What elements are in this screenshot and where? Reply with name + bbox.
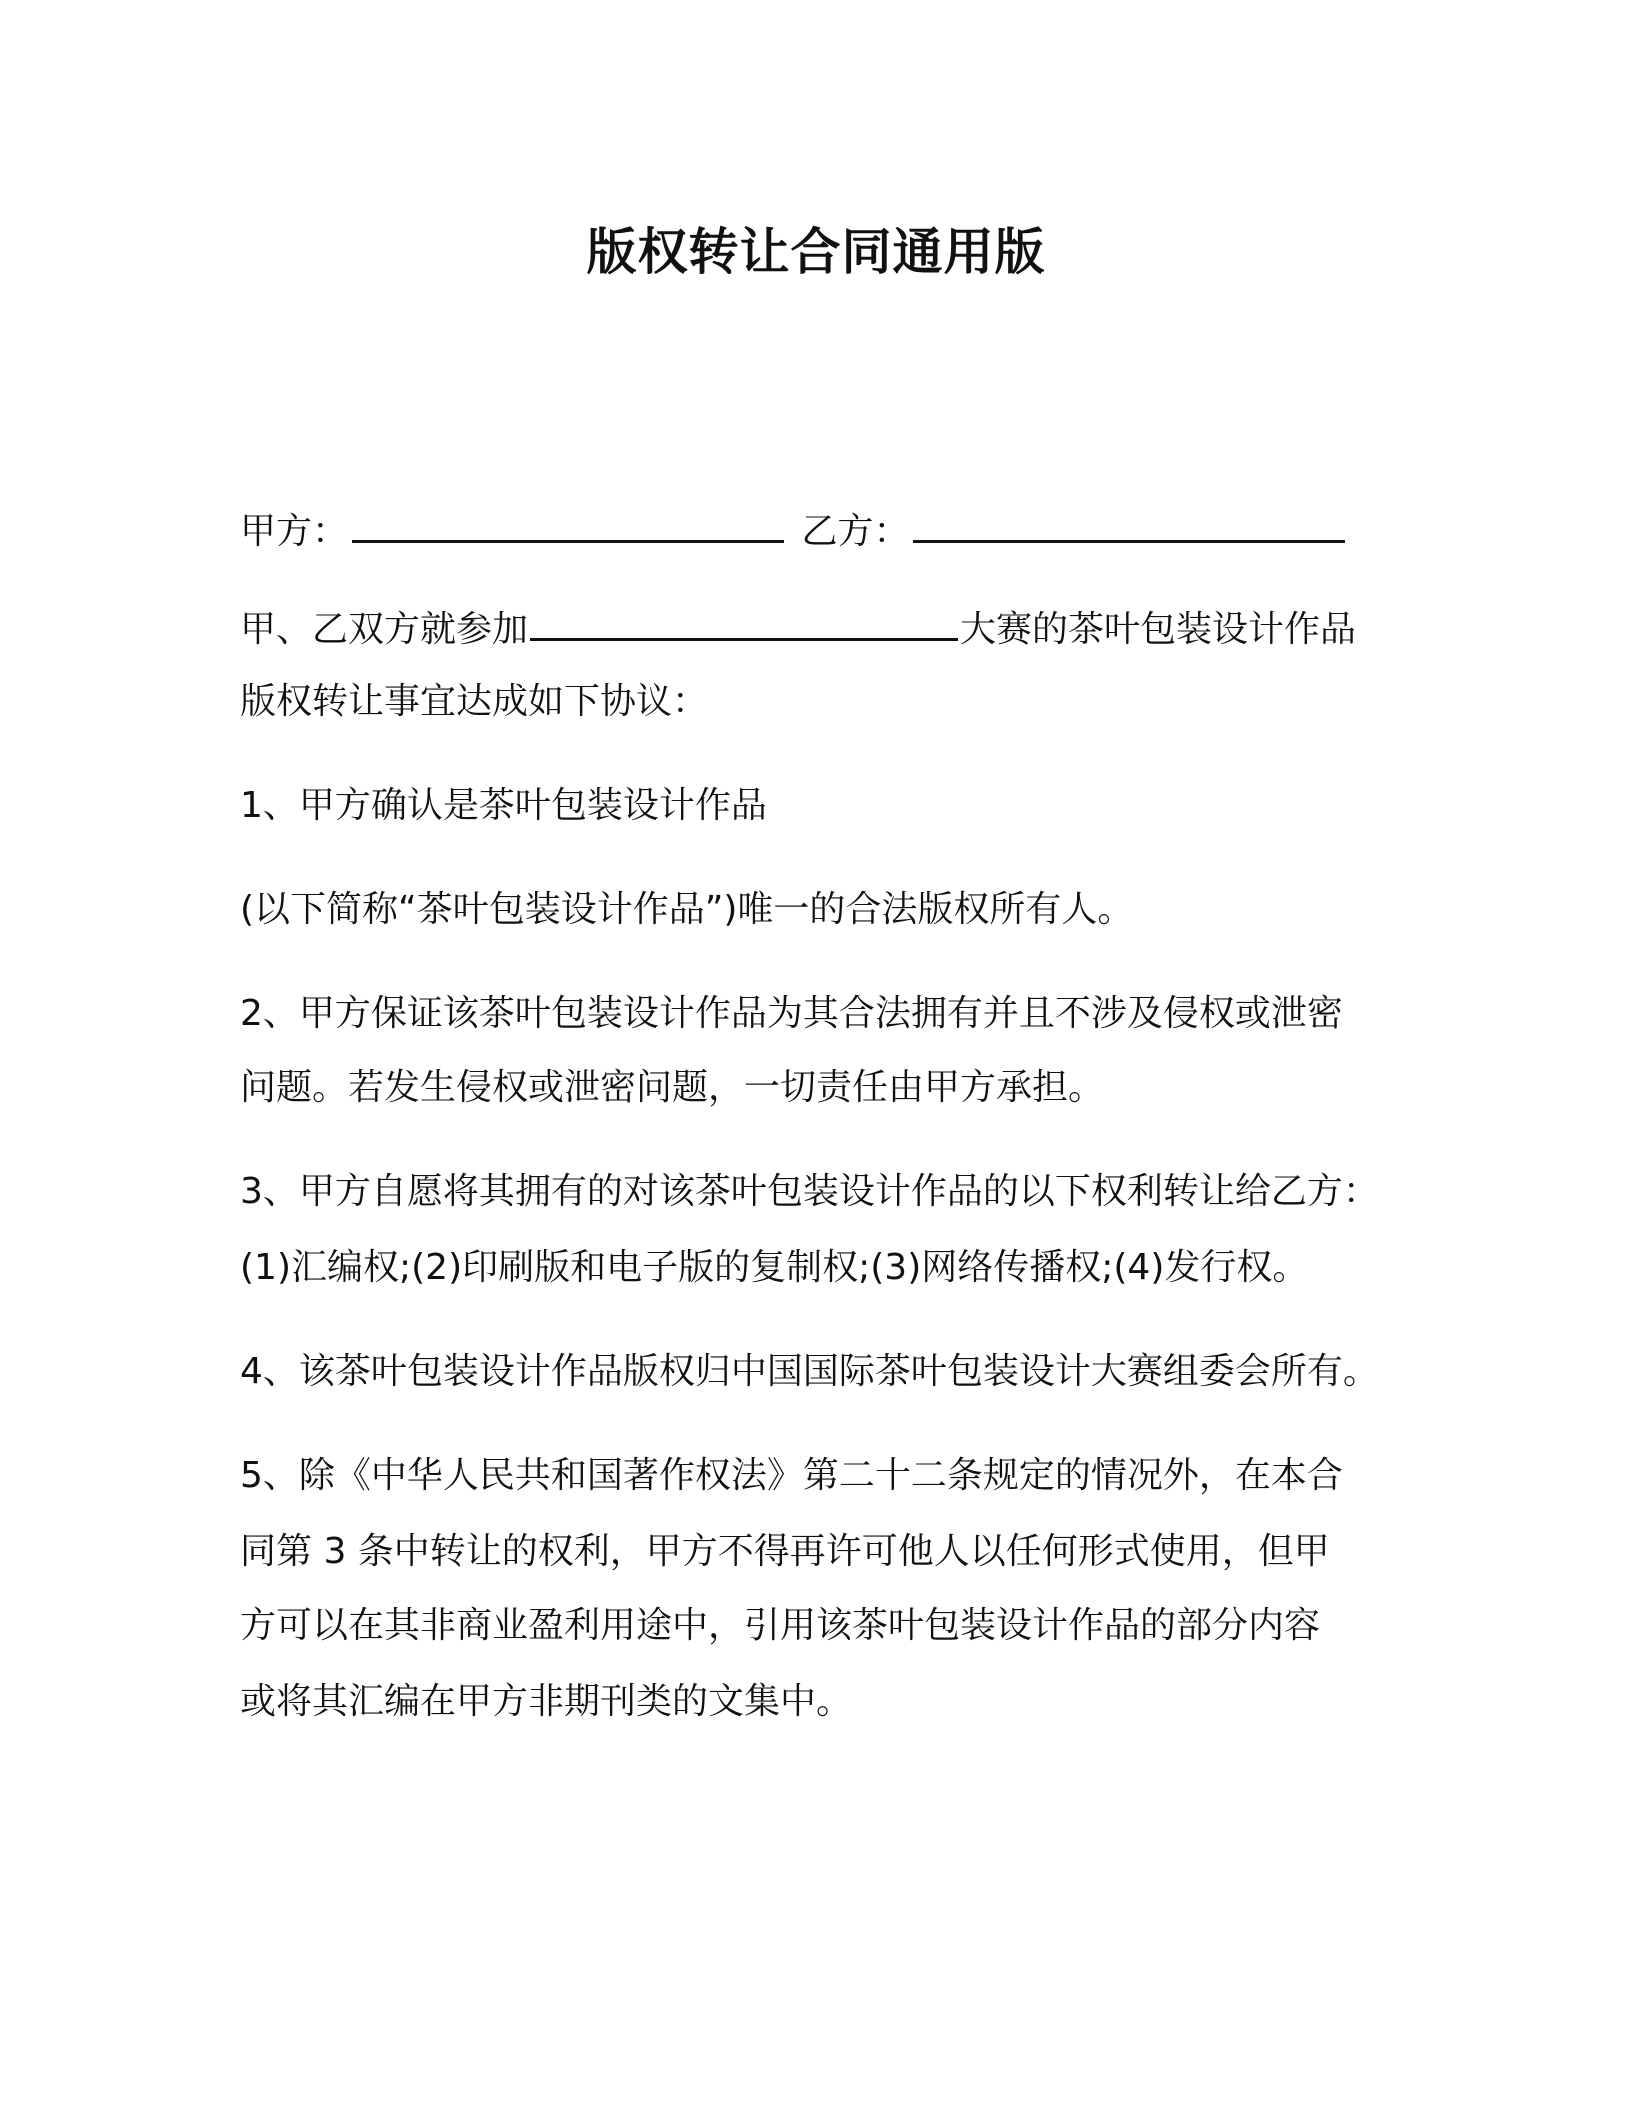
document-title: 版权转让合同通用版 [586, 223, 1046, 281]
intro-line-1 [240, 604, 1356, 654]
party-a-blank[interactable] [352, 506, 784, 543]
parties-line [240, 506, 1351, 556]
clause-4-line-1: 4、该茶叶包装设计作品版权归中国国际茶叶包装设计大赛组委会所有。 [240, 1351, 1379, 1392]
clause-5-line-1: 5、除《中华人民共和国著作权法》第二十二条规定的情况外，在本合 [240, 1455, 1343, 1496]
intro-suffix: 大赛的茶叶包装设计作品 [960, 609, 1357, 650]
party-b-blank[interactable] [913, 506, 1345, 543]
clause-3-line-2: (1)汇编权;(2)印刷版和电子版的复制权;(3)网络传播权;(4)发行权。 [240, 1247, 1309, 1288]
intro-prefix: 甲、乙双方就参加 [240, 609, 529, 650]
clause-2-line-1: 2、甲方保证该茶叶包装设计作品为其合法拥有并且不涉及侵权或泄密 [240, 993, 1343, 1034]
clause-5-line-2: 同第 3 条中转让的权利，甲方不得再许可他人以任何形式使用，但甲 [240, 1531, 1330, 1572]
party-a-label: 甲方： [240, 511, 349, 552]
contest-name-blank[interactable] [530, 604, 958, 641]
clause-1-line-1: 1、甲方确认是茶叶包装设计作品 [240, 785, 767, 826]
intro-line-2: 版权转让事宜达成如下协议： [240, 681, 709, 722]
clause-2-line-2: 问题。若发生侵权或泄密问题，一切责任由甲方承担。 [240, 1067, 1105, 1108]
clause-5-line-4: 或将其汇编在甲方非期刊类的文集中。 [240, 1681, 853, 1722]
clause-5-line-3: 方可以在其非商业盈利用途中，引用该茶叶包装设计作品的部分内容 [240, 1605, 1321, 1646]
clause-3-line-1: 3、甲方自愿将其拥有的对该茶叶包装设计作品的以下权利转让给乙方： [240, 1171, 1379, 1212]
party-b-label: 乙方： [801, 511, 910, 552]
clause-1-line-2: (以下简称“茶叶包装设计作品”)唯一的合法版权所有人。 [240, 889, 1134, 930]
